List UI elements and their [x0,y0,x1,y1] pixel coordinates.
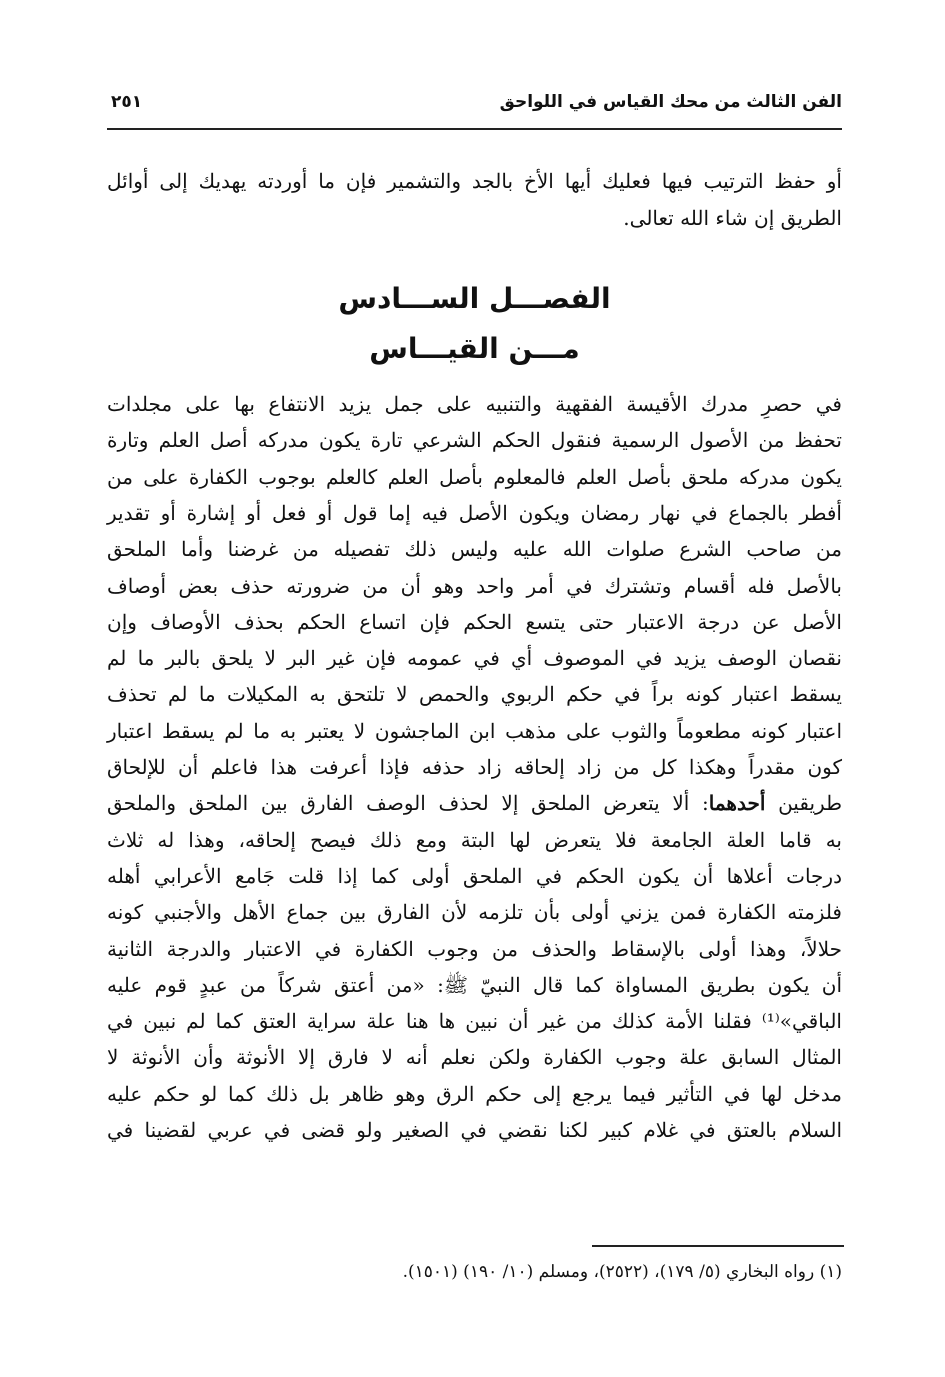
intro-line: أو حفظ الترتيب فيها فعليك أيها الأخ بالجد والتشمير فإن ما أوردته يهديك إلى أوائل [107,169,842,193]
running-header [107,84,842,130]
body-line: كون مقدراً وهكذا كل من زاد إلحاقه زاد حذفه فإذا أعرفت هذا فاعلم أن للإلحاق [107,755,843,779]
body-line: السلام بالعتق في غلام كبير لكنا نقضي في الصغير ولو قضى في عربي لقضينا في [107,1118,842,1142]
body-line: يسقط اعتبار كونه براً في حكم الربوي والحمص لا تلتحق به المكيلات ما لم تحذف [107,682,842,707]
line-segment: : ألا يتعرض الملحق إلا لحذف الوصف الفارق بين الملحق والملحق [107,791,709,816]
body-line: أفطر بالجماع في نهار رمضان ويكون الأصل فيه إما قول أو فعل أو إشارة أو تقدير [107,500,842,525]
intro-line: الطريق إن شاء الله تعالى. [623,206,842,230]
body-line: الباقي»⁽¹⁾ فقلنا الأمة كذلك من غير أن نبين ها هنا علة سراية العتق كما لم نبين في [107,1009,842,1034]
running-title: الفن الثالث من محك القياس في اللواحق [499,92,842,112]
body-line: حلالاً، وهذا أولى بالإسقاط والحذف من وجوب الكفارة في الاعتبار والدرجة الثانية [107,936,842,961]
body-line: فلزمته الكفارة فمن يزني أولى بأن تلزمه لأن الفارق بين جماع الأهل والأجنبي كونه [107,900,842,925]
body-line: الأصل عن درجة الاعتبار حتى يتسع الحكم فإن اتساع الحكم بحذف الأوصاف وإن [107,609,842,634]
footnote-rule [592,1245,844,1247]
body-line: نقصان الوصف يزيد في الموصوف أي في عمومه فإن غير البر لا يلحق بالبر ما لم [107,646,842,671]
body-line: درجات أعلاها أن يكون الحكم في الملحق أولى كما إذا قلت جَامع الأعرابي أهله [107,863,842,888]
body-line: به قاما العلة الجامعة فلا يتعرض لها البتة ومع ذلك فيصح إلحاقه، وهذا له ثلاث [107,827,842,852]
body-line: بالأصل فله أقسام وتشترك في أمر واحد وهو أن من ضرورته حذف بعض أوصاف [107,573,842,598]
line-segment: طريقين [765,791,842,816]
body-line: مدخل لها في التأثير فيما يرجع إلى حكم الرق وهو ظاهر بل ذلك كما لو حكم عليه [107,1081,842,1106]
chapter-subtitle: مـــن القيـــاس [369,332,580,365]
body-line: في حصرِ مدرك الأقيسة الفقهية والتنبيه على جمل يزيد الانتفاع بها على مجلدات [107,392,842,416]
footnote: (١) رواه البخاري (٥/ ١٧٩)، (٢٥٢٢)، ومسلم (١٠/ ١٩٠) (١٥٠١). [402,1262,842,1282]
body-line: من صاحب الشرع صلوات الله عليه وليس ذلك تفصيله من غرضنا وأما الملحق [107,537,842,562]
body-line: يكون مدركه ملحق بأصل العلم فالمعلوم بأصل العلم كالعلم بوجوب الكفارة على من [107,464,842,489]
page-number: ٢٥١ [111,92,143,112]
body-line: تحفظ من الأصول الرسمية فنقول الحكم الشرعي تارة يكون مدركه أصل العلم وتارة [107,428,842,453]
body-line: المثال السابق علة وجوب الكفارة ولكن نعلم أنه لا فارق إلا الأنوثة وأن الأنوثة لا [107,1045,842,1070]
chapter-title: الفصـــل الســـادس [338,282,611,315]
body-line: أن يكون بطريق المساواة كما قال النبيّ ﷺ: «من أعتق شركاً من عبدٍ قوم عليه [107,972,842,997]
body-line: اعتبار كونه مطعوماً والثوب على مذهب ابن الماجشون لا يعتبر به ما لم يسقط اعتبار [107,718,842,743]
body-line [107,788,842,818]
bold-term: أحدهما [708,791,766,816]
